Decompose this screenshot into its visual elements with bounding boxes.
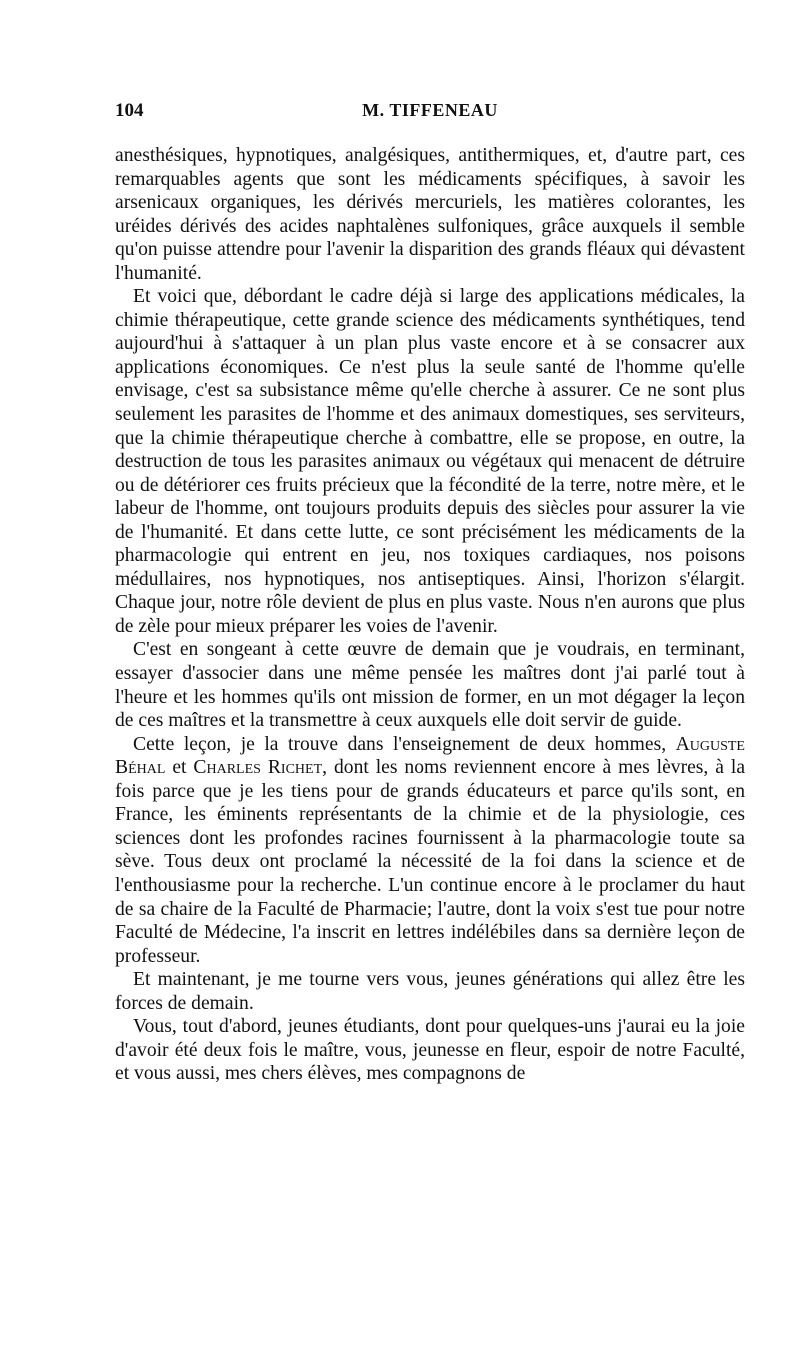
paragraph-4 bbox=[115, 733, 745, 968]
author-name-behal: Auguste Béhal bbox=[115, 733, 745, 779]
paragraph-4-rest: , dont les noms reviennent encore à mes lèvres, à la fois parce que je les tiens pour de grands éducateurs et parce qu'ils sont, en France, les éminents représentants de la chimie et de la physiologie, ces sciences dont les profondes racines fournissent à la pharmacologie toute sa sève. Tous deux ont proclamé la nécessité de la foi dans la science et de l'enthousiasme pour la recherche. L'un continue encore à le proclamer du haut de sa chaire de la Faculté de Pharmacie; l'autre, dont la voix s'est tue pour notre Faculté de Médecine, l'a inscrit en lettres indélébiles dans sa dernière leçon de professeur. bbox=[115, 757, 746, 967]
name-connector: et bbox=[172, 757, 187, 779]
paragraph-1: anesthésiques, hypnotiques, analgésiques, antithermiques, et, d'autre part, ces remarquables agents que sont les médicaments spécifiques, à savoir les arsenicaux organiques, les dérivés mercuriels, les matières colorantes, les uréides dérivés des acides naphtalènes sulfoniques, grâce auxquels il semble qu'on puisse attendre pour l'avenir la disparition des grands fléaux qui dévastent l'humanité. bbox=[115, 145, 745, 284]
body-text bbox=[115, 144, 745, 1086]
page-number: 104 bbox=[115, 100, 144, 121]
author-name-richet: Charles Richet bbox=[193, 757, 323, 779]
paragraph-3: C'est en songeant à cette œuvre de demain que je voudrais, en terminant, essayer d'associer dans une même pensée les maîtres dont j'ai parlé tout à l'heure et les hommes qu'ils ont mission de former, en un mot dégager la leçon de ces maîtres et la transmettre à ceux auxquels elle doit servir de guide. bbox=[115, 639, 745, 732]
page-header bbox=[115, 100, 745, 130]
paragraph-5: Et maintenant, je me tourne vers vous, jeunes générations qui allez être les forces de demain. bbox=[115, 969, 745, 1014]
paragraph-4-intro: Cette leçon, je la trouve dans l'enseignement de deux hommes, bbox=[133, 733, 667, 755]
paragraph-2: Et voici que, débordant le cadre déjà si large des applications médicales, la chimie thérapeutique, cette grande science des médicaments synthétiques, tend aujourd'hui à s'attaquer à un plan plus vaste encore et à se consacrer aux applications économiques. Ce n'est plus la seule santé de l'homme qu'elle envisage, c'est sa subsistance même qu'elle cherche à assurer. Ce ne sont plus seulement les parasites de l'homme et des animaux domestiques, ses serviteurs, que la chimie thérapeutique cherche à combattre, elle se propose, en outre, la destruction de tous les parasites animaux ou végétaux qui menacent de détruire ou de détériorer ces fruits précieux que la fécondité de la terre, notre mère, et le labeur de l'homme, ont toujours produits depuis des siècles pour assurer la vie de l'humanité. Et dans cette lutte, ce sont précisément les médicaments de la pharmacologie qui entrent en jeu, nos toxiques cardiaques, nos poisons médullaires, nos hypnotiques, nos antiseptiques. Ainsi, l'horizon s'élargit. Chaque jour, notre rôle devient de plus en plus vaste. Nous n'en aurons que plus de zèle pour mieux préparer les voies de l'avenir. bbox=[115, 286, 745, 637]
running-head: M. TIFFENEAU bbox=[362, 100, 498, 120]
paragraph-6: Vous, tout d'abord, jeunes étudiants, dont pour quelques-uns j'aurai eu la joie d'avoir été deux fois le maître, vous, jeunesse en fleur, espoir de notre Faculté, et vous aussi, mes chers élèves, mes compagnons de bbox=[115, 1016, 745, 1085]
